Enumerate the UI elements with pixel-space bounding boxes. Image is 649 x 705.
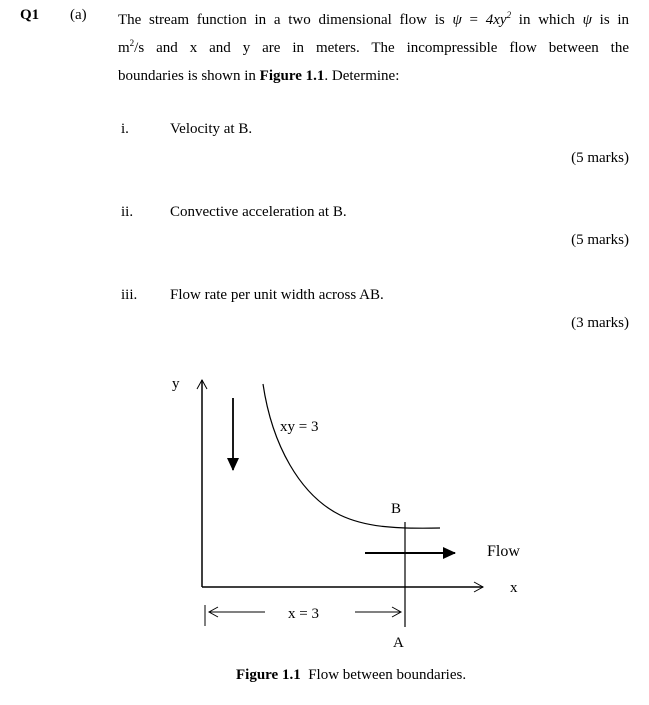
boundary-curve [263,384,440,528]
item-numeral: i. [121,121,129,137]
question-number: Q1 [20,7,40,23]
intro-line-3: boundaries is shown in Figure 1.1. Determine: [118,68,400,84]
point-a-label: A [393,635,404,651]
psi-expression: $4xy^2$ [485,10,512,28]
item-marks: (5 marks) [571,232,629,248]
item-text: Flow rate per unit width across AB. [170,287,384,303]
item-text: Velocity at B. [170,121,253,137]
dimension-label: x = 3 [288,606,319,622]
figure-caption: Figure 1.1 Flow between boundaries. [236,667,467,683]
item-numeral: iii. [121,287,138,303]
unit-m2: $m^2$ [118,38,135,56]
question-part: (a) [70,7,87,23]
item-marks: (5 marks) [571,150,629,166]
y-axis-label: y [172,376,180,392]
intro-line-1: The stream function in a two dimensional flow is $\psi = 4xy^2$ in which ψ is in [118,10,630,28]
item-marks: (3 marks) [571,315,629,331]
flow-label: Flow [487,543,520,560]
psi-symbol: ψ [452,12,462,28]
curve-label: xy = 3 [280,419,319,435]
point-b-label: B [391,501,402,517]
item-text: Convective acceleration at B. [170,204,347,220]
x-axis-label: x [510,580,518,596]
item-numeral: ii. [121,204,134,220]
figure-reference: Figure 1.1 [259,68,325,84]
intro-line-2: $m^2/s$ and x and y are in meters. The incompressible flow between the [118,38,629,56]
